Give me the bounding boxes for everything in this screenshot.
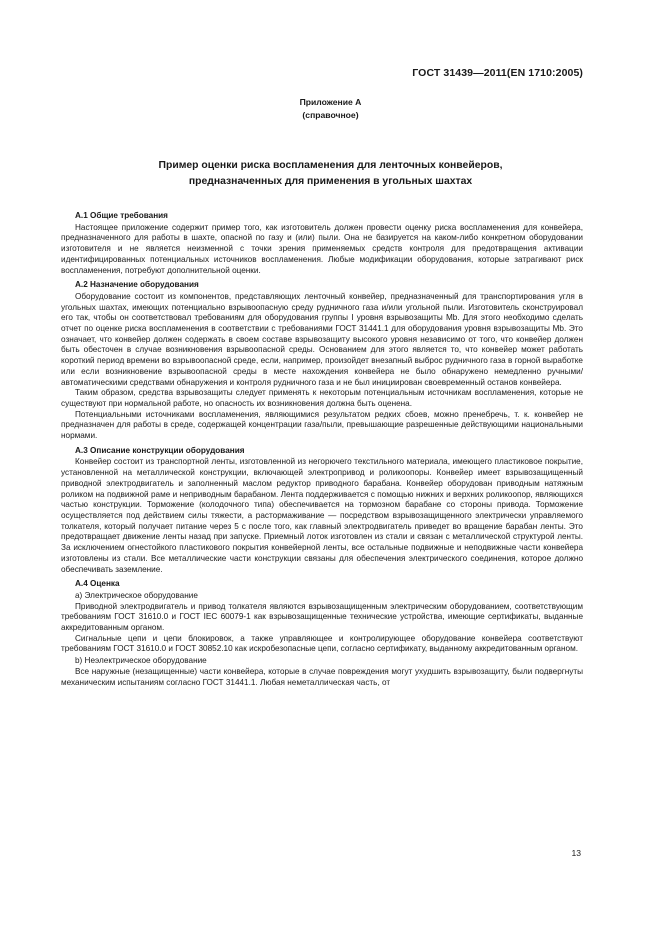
subsection-heading-nonelectrical: b) Неэлектрическое оборудование: [75, 656, 207, 666]
standard-header: ГОСТ 31439—2011(EN 1710:2005): [412, 67, 583, 79]
paragraph: Приводной электродвигатель и привод толкателя являются взрывозащищенным электрическим оборудованием, соответствующим требованиям ГОСТ 31610.0 и ГОСТ IEC 60079-1 как взрывозащищенные технические устройства, имеющие сертификаты, выданные аккредитованным органом.: [61, 601, 583, 633]
appendix-label: Приложение А: [299, 97, 362, 107]
section-heading-a2: А.2 Назначение оборудования: [75, 280, 199, 290]
title-line-1: Пример оценки риска воспламенения для ленточных конвейеров,: [158, 160, 503, 171]
section-heading-a4: А.4 Оценка: [75, 579, 120, 589]
section-heading-a1: А.1 Общие требования: [75, 211, 168, 220]
document-body: [61, 207, 583, 688]
title-line-2: предназначенных для применения в угольных шахтах: [188, 176, 473, 187]
paragraph: Настоящее приложение содержит пример того, как изготовитель должен провести оценку риска воспламенения для конвейера, предназначенного для работы в шахте, опасной по газу и (или) пыли. Она не базируется на каком-либо конкретном оборудовании изготовителя и не является неизменной с точки зрения применяемых средств контроля для предотвращения активации идентифицированных потенциальных источников воспламенения. Любые модификации оборудования, которые затрагивают риск воспламенения, потребуют дополнительной оценки.: [61, 222, 583, 275]
appendix-heading: [0, 96, 661, 122]
appendix-type: (справочное): [302, 110, 359, 120]
paragraph: Сигнальные цепи и цепи блокировок, а также управляющее и контролирующее оборудование конвейера соответствуют требованиям ГОСТ 31610.0 и ГОСТ 30852.10 как искробезопасные цепи, согласно сертификату, выданному аккредитованным органом.: [61, 633, 583, 654]
paragraph: Оборудование состоит из компонентов, представляющих ленточный конвейер, предназначенный для транспортирования угля в угольных шахтах, имеющих потенциально взрывоопасную среду рудничного газа и/или угольной пыли. Изготовитель сконструировал его так, чтобы он соответствовал требованиям для оборудования группы I уровня взрывозащиты Mb. Для этого необходимо сделать отчет по оценке риска воспламенения в соответствии с требованиями ГОСТ 31441.1 для оборудования уровня взрывозащиты Mb. Это означает, что конвейер должен содержать в своем составе взрывозащиту высокого уровня независимо от того, что конвейер должен быть обесточен в случае возникновения взрывоопасной среды. Основанием для этого является то, что конвейер может работать короткий период времени во взрывоопасной среде, если, например, произойдет внезапный выброс рудничного газа в горной выработке или если возникновение взрывоопасной среды в месте нахождения конвейера не было обнаружено немедленно ручными/автоматическими средствами обнаружения и контроля рудничного газа и не был инициирован своевременный останов конвейера.: [61, 291, 583, 387]
paragraph: Конвейер состоит из транспортной ленты, изготовленной из негорючего текстильного материала, имеющего пластиковое покрытие, установленной на металлической конструкции, включающей электропривод и роликоопоры. Конвейер имеет взрывозащищенный приводной электродвигатель и заполненный маслом редуктор приводного барабана. Конвейер оборудован приводным натяжным роликом на подвижной раме и неприводным барабаном. Лента поддерживается с помощью нижних и верхних роликоопор, являющихся частью конструкции. Торможение (колодочного типа) обеспечивается на тормозном барабане со стороны привода. Торможение осуществляется под действием силы тяжести, а растормаживание — посредством взрывозащищенного электрически управляемого толкателя, который получает питание через 5 с после того, как главный электродвигатель приведет во вращение барабан ленты. Это предотвращает движение ленты назад при запуске. Приемный лоток изготовлен из стали и связан с металлической структурой ленты. За исключением огнестойкого пластикового покрытия конвейерной ленты, все остальные подвижные и неподвижные части конвейера изготовлены из стали. Все металлические части конструкции связаны для обеспечения электрического соединения, которое должно обеспечивать заземление.: [61, 457, 583, 574]
section-heading-a3: А.3 Описание конструкции оборудования: [75, 445, 245, 455]
page-number: 13: [571, 848, 581, 858]
paragraph: Потенциальными источниками воспламенения, являющимися результатом редких сбоев, можно пренебречь, т. к. конвейер не предназначен для работы в среде, содержащей концентрации газа/пыли, превышающие разрешенные действующими национальными нормами.: [61, 409, 583, 441]
paragraph: Таким образом, средства взрывозащиты следует применять к некоторым потенциальным источникам воспламенения, которые не существуют при нормальной работе, но опасность их возникновения должна быть оценена.: [61, 388, 583, 408]
document-title: [0, 158, 661, 190]
paragraph: Все наружные (незащищенные) части конвейера, которые в случае повреждения могут ухудшить взрывозащиту, были подвергнуты механическим испытаниям согласно ГОСТ 31441.1. Любая неметаллическая часть, от: [61, 666, 583, 687]
subsection-heading-electrical: a) Электрическое оборудование: [75, 590, 198, 600]
